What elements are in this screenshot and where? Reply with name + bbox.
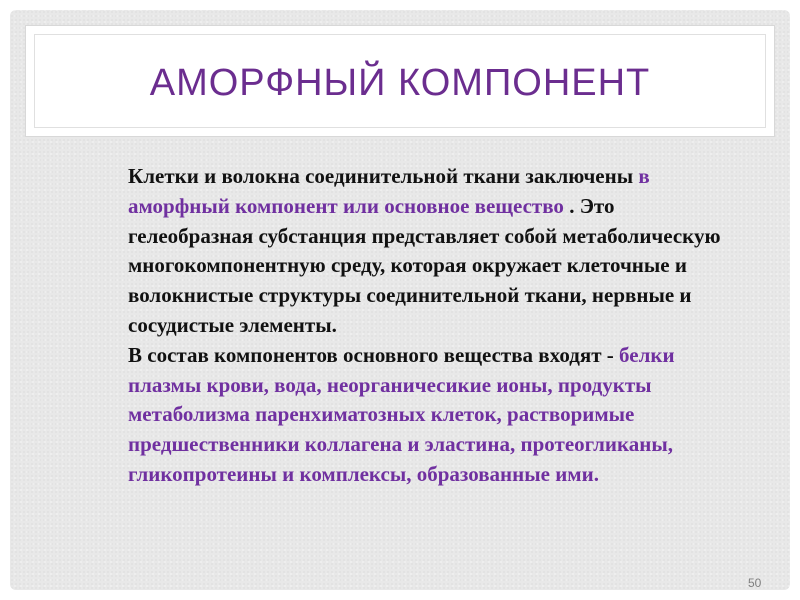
paragraph-composition bbox=[128, 341, 738, 490]
paragraph-intro bbox=[128, 162, 738, 341]
title-frame bbox=[25, 25, 775, 137]
slide-body bbox=[128, 162, 738, 490]
paragraph-intro-continuation: . Это гелеобразная субстанция представляет собой метаболическую многокомпонентную среду, которая окружает клеточные и волокнистые структуры соединительной ткани, нервные и сосудистые элементы. bbox=[128, 193, 721, 337]
title-inner-border bbox=[34, 34, 766, 128]
paragraph-composition-text: В состав компонентов основного вещества входят - bbox=[128, 342, 620, 367]
paragraph-intro-text: Клетки и волокна соединительной ткани заключены bbox=[128, 164, 639, 188]
paragraph-intro-highlight: в аморфный компонент или основное вещество bbox=[128, 164, 650, 218]
page-number: 50 bbox=[748, 576, 762, 590]
slide-title: АМОРФНЫЙ КОМПОНЕНТ bbox=[149, 61, 651, 104]
paragraph-composition-highlight: белки плазмы крови, вода, неорганичесикие ионы, продукты метаболизма паренхиматозных клеток, растворимые предшественники коллагена и эластина, протеогликаны, гликопротеины и комплексы, образованные ими. bbox=[128, 342, 675, 486]
